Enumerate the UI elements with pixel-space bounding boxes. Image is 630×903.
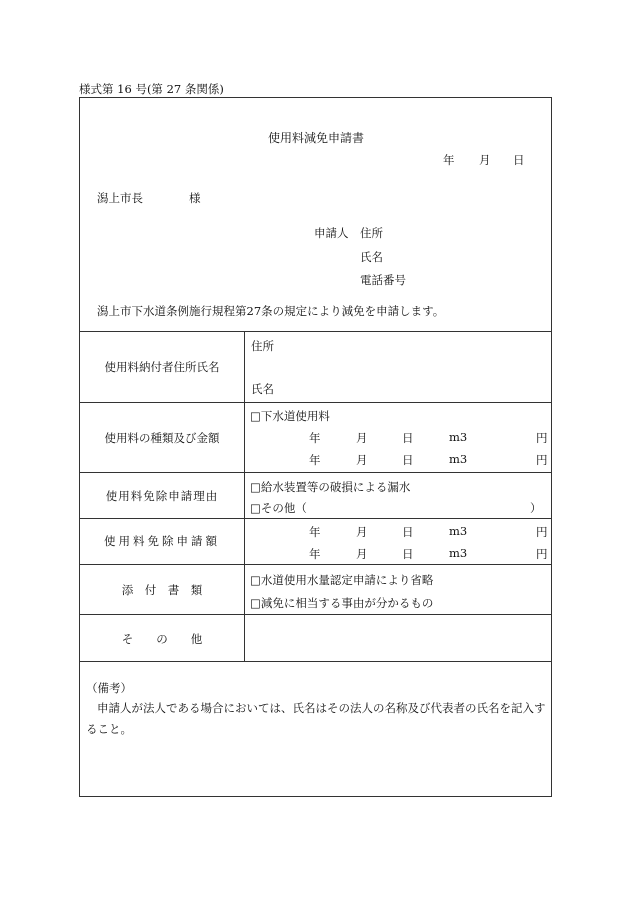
- amount-line1-yen[interactable]: 円: [536, 525, 548, 539]
- type-label: 使用料の種類及び金額: [104, 431, 220, 445]
- applicant-label: 申請人: [314, 226, 349, 240]
- addressee-name: 潟上市長: [97, 191, 143, 205]
- type-line1-year[interactable]: 年: [309, 431, 321, 445]
- amount-line2-day[interactable]: 日: [402, 547, 414, 561]
- form-title: 使用料減免申請書: [268, 131, 365, 145]
- column-divider: [244, 331, 245, 661]
- type-line1-day[interactable]: 日: [402, 431, 414, 445]
- notes-line2: ること。: [86, 722, 132, 736]
- table-top-line: [80, 331, 551, 332]
- amount-line1-day[interactable]: 日: [402, 525, 414, 539]
- statement: 潟上市下水道条例施行規程第27条の規定により減免を申請します。: [97, 304, 445, 318]
- addressee-honorific: 様: [189, 191, 201, 205]
- row-divider: [80, 518, 551, 519]
- other-field[interactable]: [250, 620, 546, 656]
- form-frame: [79, 97, 552, 797]
- docs-reason-checkbox[interactable]: □減免に相当する事由が分かるもの: [250, 596, 434, 610]
- row-divider: [80, 402, 551, 403]
- leak-reason-checkbox[interactable]: □給水装置等の破損による漏水: [250, 480, 411, 494]
- type-line2-day[interactable]: 日: [402, 453, 414, 467]
- amount-line1-unit[interactable]: m3: [449, 524, 468, 538]
- reason-label: 使用料免除申請理由: [105, 489, 219, 503]
- applicant-name-field[interactable]: 氏名: [360, 250, 383, 264]
- type-line2-unit[interactable]: m3: [449, 452, 468, 466]
- date-year: 年: [443, 153, 455, 167]
- row-divider: [80, 614, 551, 615]
- sewer-fee-checkbox[interactable]: □下水道使用料: [250, 409, 330, 423]
- applicant-phone-field[interactable]: 電話番号: [360, 273, 406, 287]
- amount-line1-month[interactable]: 月: [356, 525, 368, 539]
- type-line1-month[interactable]: 月: [356, 431, 368, 445]
- date-month: 月: [479, 153, 491, 167]
- other-reason-close: ）: [530, 501, 542, 515]
- date-day: 日: [513, 153, 525, 167]
- payer-name-field[interactable]: 氏名: [251, 382, 274, 396]
- amount-line2-year[interactable]: 年: [309, 547, 321, 561]
- payer-label: 使用料納付者住所氏名: [104, 360, 220, 374]
- form-number: 様式第 16 号(第 27 条関係): [79, 82, 224, 96]
- row-divider: [80, 472, 551, 473]
- notes-heading: （備考）: [86, 681, 132, 695]
- row-divider: [80, 564, 551, 565]
- payer-address-field[interactable]: 住所: [251, 339, 274, 353]
- type-line1-yen[interactable]: 円: [536, 431, 548, 445]
- docs-label: 添 付 書 類: [121, 583, 203, 597]
- other-reason-checkbox[interactable]: □その他（: [250, 501, 307, 515]
- amount-label: 使用料免除申請額: [104, 534, 220, 548]
- table-bottom-line: [80, 661, 551, 662]
- type-line1-unit[interactable]: m3: [449, 430, 468, 444]
- applicant-address-field[interactable]: 住所: [360, 226, 383, 240]
- amount-line2-unit[interactable]: m3: [449, 546, 468, 560]
- amount-line2-yen[interactable]: 円: [536, 547, 548, 561]
- type-line2-month[interactable]: 月: [356, 453, 368, 467]
- type-line2-year[interactable]: 年: [309, 453, 321, 467]
- docs-omit-checkbox[interactable]: □水道使用水量認定申請により省略: [250, 573, 434, 587]
- other-label: そ の 他: [121, 632, 203, 646]
- amount-line1-year[interactable]: 年: [309, 525, 321, 539]
- type-line2-yen[interactable]: 円: [536, 453, 548, 467]
- amount-line2-month[interactable]: 月: [356, 547, 368, 561]
- notes-line1: 申請人が法人である場合においては、氏名はその法人の名称及び代表者の氏名を記入す: [97, 701, 546, 715]
